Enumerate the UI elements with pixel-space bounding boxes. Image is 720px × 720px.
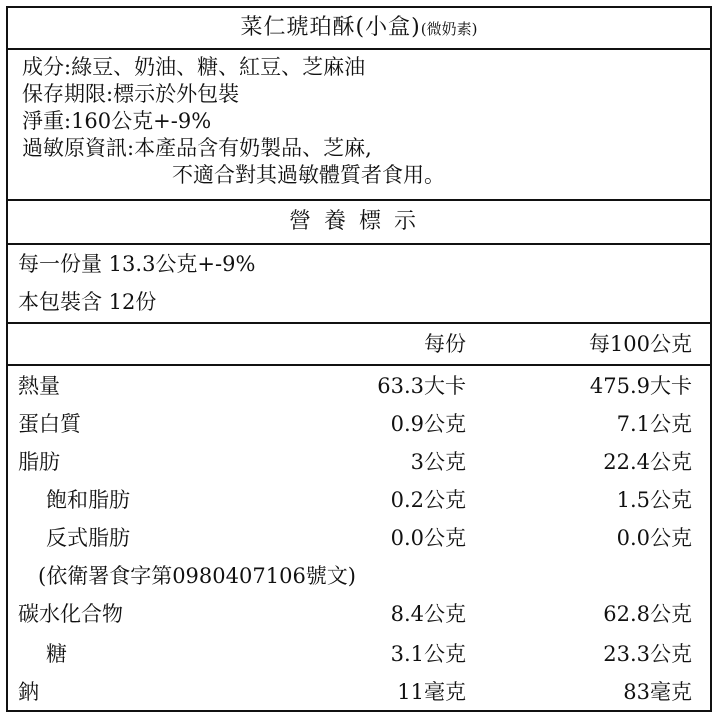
per-100g-value: 62.8公克 <box>603 602 692 626</box>
column-header-per-100g: 每100公克 <box>588 332 692 356</box>
nutrient-row-saturated-fat <box>8 484 710 516</box>
nutrient-row-protein <box>8 408 710 440</box>
nutrition-label <box>6 6 712 712</box>
diet-note: (微奶素) <box>420 20 478 38</box>
nutrient-name: 蛋白質 <box>18 412 81 436</box>
ingredients-line: 成分:綠豆、奶油、糖、紅豆、芝麻油 <box>22 55 366 79</box>
divider <box>8 364 710 366</box>
divider <box>8 243 710 245</box>
divider <box>8 48 710 50</box>
ingredients-block <box>22 54 445 189</box>
nutrient-name: 鈉 <box>18 680 39 704</box>
divider <box>8 322 710 324</box>
nutrient-row-carbohydrate <box>8 598 710 630</box>
per-100g-value: 22.4公克 <box>603 450 692 474</box>
per-100g-value: 83毫克 <box>623 680 692 704</box>
column-header-per-serving: 每份 <box>424 332 466 356</box>
nutrient-name: 反式脂肪 <box>46 526 130 550</box>
registration-note: (依衛署食字第0980407106號文) <box>38 564 356 588</box>
nutrient-row-trans-fat <box>8 522 710 554</box>
per-100g-value: 23.3公克 <box>603 642 692 666</box>
nutrient-row-fat <box>8 446 710 478</box>
per-serving-value: 3.1公克 <box>390 642 466 666</box>
per-100g-value: 475.9大卡 <box>589 374 692 398</box>
allergen-line: 過敏原資訊:本產品含有奶製品、芝麻, <box>22 136 372 160</box>
servings-per-package: 本包裝含 12份 <box>18 290 157 314</box>
per-serving-value: 63.3大卡 <box>377 374 466 398</box>
nutrient-row-sodium <box>8 676 710 708</box>
nutrition-header: 營養標示 <box>288 209 429 234</box>
serving-size: 每一份量 13.3公克+-9% <box>18 252 256 276</box>
per-serving-value: 0.0公克 <box>390 526 466 550</box>
shelf-life-line: 保存期限:標示於外包裝 <box>22 82 240 106</box>
allergen-continuation: 不適合對其過敏體質者食用。 <box>172 163 445 187</box>
nutrient-name: 飽和脂肪 <box>46 488 130 512</box>
per-serving-value: 11毫克 <box>397 680 466 704</box>
nutrient-row-sugar <box>8 638 710 670</box>
per-100g-value: 1.5公克 <box>616 488 692 512</box>
nutrient-name: 熱量 <box>18 374 60 398</box>
per-100g-value: 0.0公克 <box>616 526 692 550</box>
nutrient-name: 糖 <box>46 642 67 666</box>
net-weight-line: 淨重:160公克+-9% <box>22 109 212 133</box>
nutrient-row-energy <box>8 370 710 402</box>
nutrient-name: 碳水化合物 <box>18 602 123 626</box>
per-serving-value: 0.9公克 <box>390 412 466 436</box>
per-serving-value: 3公克 <box>410 450 466 474</box>
nutrient-name: 脂肪 <box>18 450 60 474</box>
per-100g-value: 7.1公克 <box>616 412 692 436</box>
product-name: 菜仁琥珀酥(小盒) <box>240 15 421 40</box>
per-serving-value: 0.2公克 <box>390 488 466 512</box>
product-title-row <box>8 8 710 48</box>
per-serving-value: 8.4公克 <box>390 602 466 626</box>
